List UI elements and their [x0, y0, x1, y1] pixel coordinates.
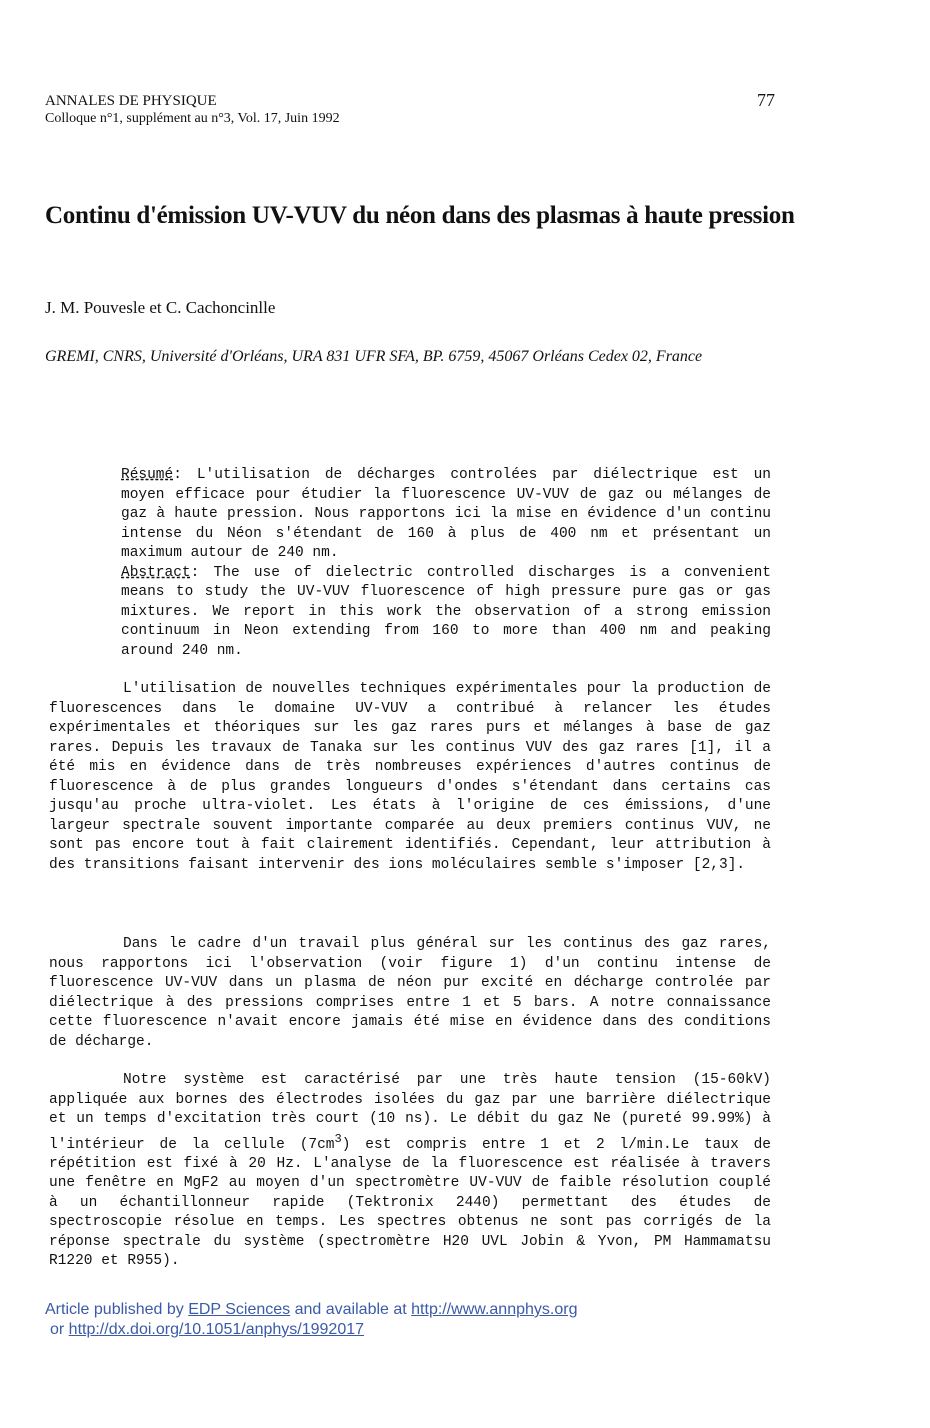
authors: J. M. Pouvesle et C. Cachoncinlle — [45, 298, 276, 317]
journal-supplement: Colloque n°1, supplément au n°3, Vol. 17, Juin 1992 — [45, 111, 340, 126]
page-number: 77 — [757, 90, 775, 110]
publisher-link[interactable]: EDP Sciences — [188, 1301, 291, 1318]
footer-line-2: or http://dx.doi.org/10.1051/anphys/1992017 — [50, 1321, 365, 1338]
site-link[interactable]: http://www.annphys.org — [411, 1301, 578, 1318]
resume-text: : L'utilisation de décharges controlées par diélectrique est un moyen efficace pour étudier la fluorescence UV-VUV de gaz ou mélanges de gaz à haute pression. Nous rapportons ici la mise en évidence d'un continu intense du Néon s'étendant de 160 à plus de 400 nm et présentant un maximum autour de 240 nm. — [121, 467, 771, 561]
abstract-text: : The use of dielectric controlled discharges is a convenient means to study the UV-VUV fluorescence of high pressure pure gas or gas mixtures. We report in this work the observation of a strong emission continuum in Neon extending from 160 to more than 400 nm and peaking around 240 nm. — [121, 564, 771, 659]
doi-link[interactable]: http://dx.doi.org/10.1051/anphys/1992017 — [68, 1321, 365, 1338]
abstract-paragraph — [121, 564, 771, 662]
footer-line-1: Article published by EDP Sciences and available at http://www.annphys.org — [45, 1301, 578, 1318]
publication-footer — [45, 1300, 577, 1340]
article-title: Continu d'émission UV-VUV du néon dans des plasmas à haute pression — [45, 202, 795, 229]
abstract-label: Abstract — [121, 564, 191, 581]
affiliation: GREMI, CNRS, Université d'Orléans, URA 831 UFR SFA, BP. 6759, 45067 Orléans Cedex 02, France — [45, 348, 703, 365]
body-paragraph-3: Notre système est caractérisé par une très haute tension (15-60kV) appliquée aux bornes des électrodes isolées du gaz par une barrière diélectrique et un temps d'excitation très court (10 ns). Le débit du gaz Ne (pureté 99.99%) à l'intérieur de la cellule $(7cm^3)$ est compris entre 1 et 2 l/min.Le taux de répétition est fixé à 20 Hz. L'analyse de la fluorescence est réalisée à travers une fenêtre en MgF2 au moyen d'un spectromètre UV-VUV de faible résolution couplé à un échantillonneur rapide (Tektronix 2440) permettant des études de spectroscopie résolue en temps. Les spectres obtenus ne sont pas corrigés de la réponse spectrale du système (spectromètre H20 UVL Jobin & Yvon, PM Hammamatsu R1220 et R955). — [49, 1072, 771, 1270]
resume-paragraph — [121, 466, 771, 564]
journal-header — [45, 92, 340, 128]
journal-name: ANNALES DE PHYSIQUE — [45, 93, 217, 109]
superscript: 3 — [334, 1131, 342, 1146]
body-paragraph-1: L'utilisation de nouvelles techniques expérimentales pour la production de fluorescences dans le domaine UV-VUV a contribué à relancer les études expérimentales et théoriques sur les gaz rares purs et mélanges à base de gaz rares. Depuis les travaux de Tanaka sur les continus VUV des gaz rares [1], il a été mis en évidence dans de très nombreuses expériences d'autres continus de fluorescence à de plus grandes longueurs d'ondes s'étendant dans certains cas jusqu'au proche ultra-violet. Les états à l'origine de ces émissions, d'une largeur spectrale souvent importante comparée au deux premiers continus VUV, ne sont pas encore tout à fait clairement identifiés. Cependant, leur attribution à des transitions faisant intervenir des ions moléculaires semble s'imposer [2,3]. — [49, 681, 771, 873]
abstract-block — [121, 466, 771, 661]
resume-label: Résumé — [121, 467, 174, 483]
body-paragraph-2: Dans le cadre d'un travail plus général sur les continus des gaz rares, nous rapportons ici l'observation (voir figure 1) d'un continu intense de fluorescence UV-VUV dans un plasma de néon pur excité en décharge controlée par diélectrique à des pressions comprises entre 1 et 5 bars. A notre connaissance cette fluorescence n'avait encore jamais été mise en évidence dans des conditions de décharge. — [49, 936, 771, 1050]
